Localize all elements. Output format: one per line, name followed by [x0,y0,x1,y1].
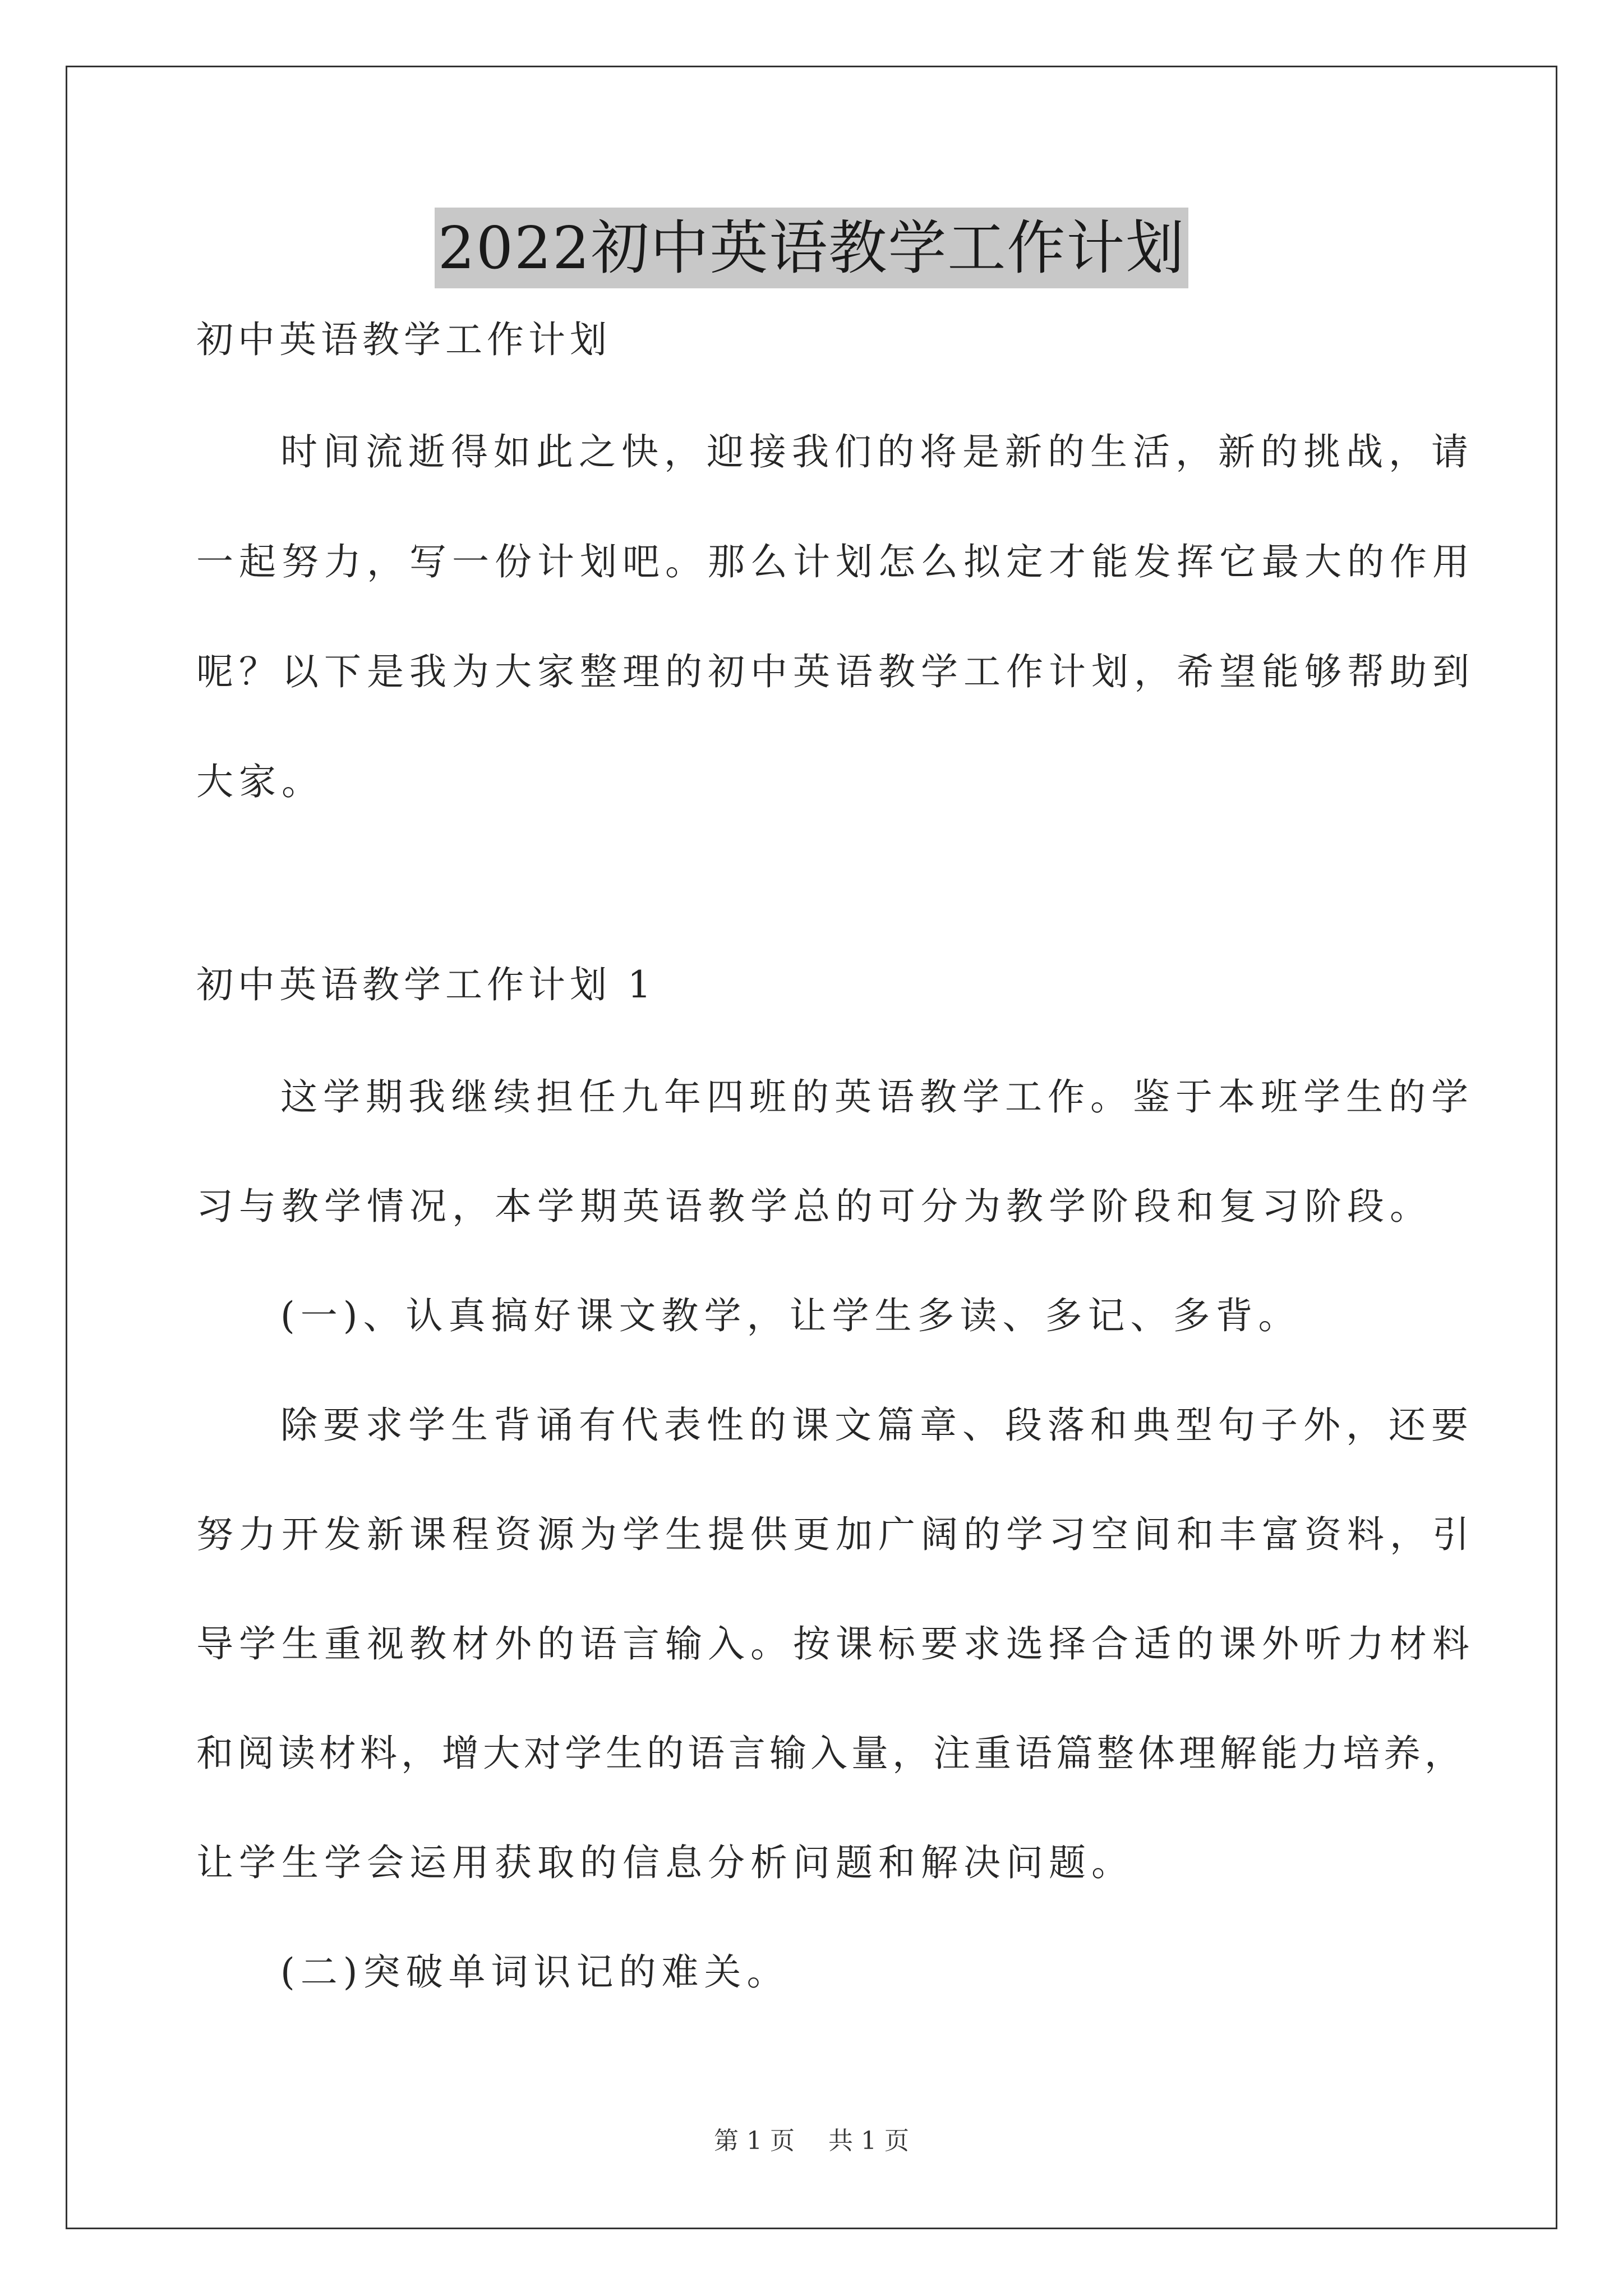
para2-line-5: 让学生学会运用获取的信息分析问题和解决问题。 [196,1841,1134,1884]
section-heading: 初中英语教学工作计划 [196,318,611,361]
intro-line-2: 一起努力，写一份计划吧。那么计划怎么拟定才能发挥它最大的作用 [196,540,1475,583]
page-total: 共 1 页 [828,2127,909,2155]
para2-line-3: 导学生重视教材外的语言输入。按课标要求选择合适的课外听力材料 [196,1622,1475,1665]
intro-line-4: 大家。 [196,760,324,803]
page-border [66,66,1557,2229]
page-number: 第 1 页 [714,2127,795,2155]
intro-line-3: 呢？以下是我为大家整理的初中英语教学工作计划，希望能够帮助到 [196,650,1475,693]
document-title: 2022初中英语教学工作计划 [435,208,1189,288]
title-wrap [0,208,1623,288]
para2-line-1: 除要求学生背诵有代表性的课文篇章、段落和典型句子外，还要 [280,1404,1474,1447]
para2-line-4: 和阅读材料，增大对学生的语言输入量，注重语篇整体理解能力培养， [196,1732,1465,1775]
para2-line-2: 努力开发新课程资源为学生提供更加广阔的学习空间和丰富资料，引 [196,1513,1475,1556]
item1-heading: (一)、认真搞好课文教学，让学生多读、多记、多背。 [280,1294,1301,1337]
para1-line-1: 这学期我继续担任九年四班的英语教学工作。鉴于本班学生的学 [280,1075,1474,1119]
plan-heading: 初中英语教学工作计划 1 [196,963,656,1006]
page-footer [0,2120,1623,2156]
para1-line-2: 习与教学情况，本学期英语教学总的可分为教学阶段和复习阶段。 [196,1185,1432,1228]
intro-line-1: 时间流逝得如此之快，迎接我们的将是新的生活，新的挑战，请 [280,430,1474,473]
item2-heading: (二)突破单词识记的难关。 [280,1950,790,1994]
